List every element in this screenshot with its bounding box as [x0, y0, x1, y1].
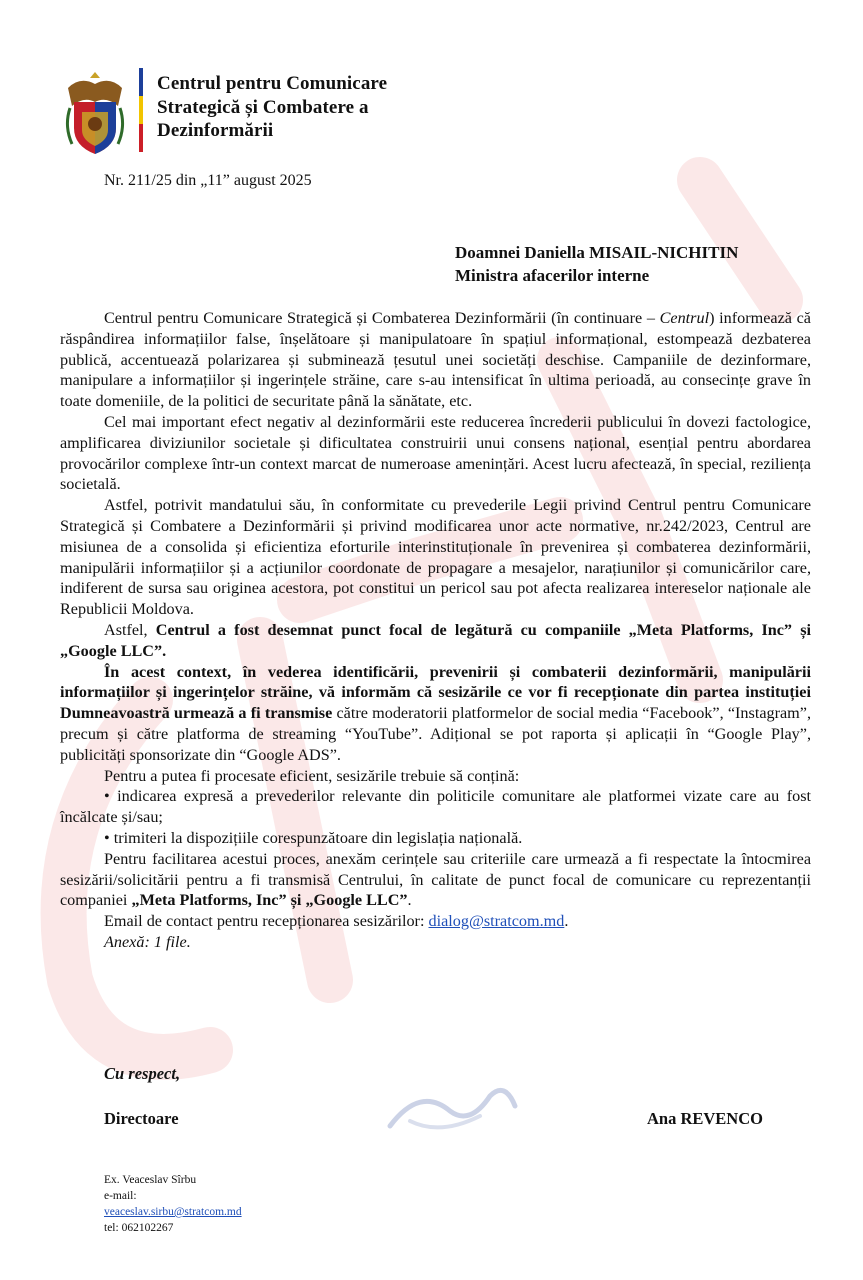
letter-body — [60, 308, 811, 953]
footer-email-link[interactable]: veaceslav.sirbu@stratcom.md — [104, 1206, 242, 1218]
addressee-name: Doamnei Daniella MISAIL-NICHITIN — [455, 243, 739, 262]
p4-bold: Centrul a fost desemnat punct focal de legătură cu companiile „Meta Platforms, Inc” și „Google LLC”. — [60, 620, 811, 660]
bullet-item-1: • indicarea expresă a prevederilor relevante din politicile comunitare ale platformei vizate care au fost încălcate și/sau; — [60, 787, 811, 827]
paragraph-2: Cel mai important efect negativ al dezinformării este reducerea încrederii publicului în dovezi factologice, amplificarea diviziunilor societale și dificultatea construirii unui consens național, esențial pentru abordarea provocărilor complexe într-un context marcat de numeroase amenințări. Acest lucru afectează, în special, reziliența societală. — [60, 412, 811, 494]
p5-text: către moderatorii platformelor de social media “Facebook”, “Instagram”, precum și către platforma de streaming “YouTube”. Adițional se pot raporta și aplicații în “Google Play”, publicități sponsorizate din “Google ADS”. — [60, 704, 812, 764]
flag-bar — [139, 68, 143, 152]
moldova-coat-of-arms-icon — [60, 66, 130, 158]
org-line-3: Dezinformării — [157, 120, 274, 141]
p5-bold: În acest context, în vederea identificării, prevenirii și combaterii dezinformării, manipulării informațiilor și ingerințelor străine, vă informăm că sesizările ce vor fi recepționate din partea instituției Dumneavoastră urmează a fi transmise — [60, 662, 811, 723]
document-number: Nr. 211/25 din „11” august 2025 — [104, 172, 312, 189]
signatory-name: Ana REVENCO — [647, 1109, 763, 1128]
addressee — [455, 241, 738, 287]
p8-end: . — [564, 912, 569, 931]
p1-italic: Centrul — [659, 309, 710, 327]
footer-email-line — [104, 1188, 242, 1220]
paragraph-1 — [60, 308, 811, 412]
handwritten-signature — [370, 1066, 530, 1146]
p1-text-a: Centrul pentru Comunicare Strategică și Combaterea Dezinformării (în continuare – — [104, 309, 660, 327]
org-line-1: Centrul pentru Comunicare — [157, 73, 388, 94]
paragraph-5 — [60, 662, 811, 766]
contact-email-link[interactable]: dialog@stratcom.md — [428, 912, 565, 931]
p1-text-b: ) informează că răspândirea informațiilor false, înșelătoare și manipulatoare în spațiul informațional, estompează dezbaterea publică, accentuează polarizarea și subminează țesutul unei societăți deschise. Campaniile de dezinformare, manipulare a informațiilor și ingerințele străine, care s-au intensificat în ultima perioadă, au consecințe grave în toate domeniile, de la politici de securitate până la sănătate, etc. — [60, 309, 811, 411]
p7-text-b: . — [407, 891, 412, 910]
signatory-title: Directoare — [104, 1109, 179, 1128]
footer-executor: Ex. Veaceslav Sîrbu — [104, 1174, 197, 1186]
paragraph-4 — [60, 620, 811, 662]
annex-note — [60, 932, 811, 953]
p8-text: Email de contact pentru recepționarea sesizărilor: — [104, 912, 429, 931]
footer-contact — [104, 1172, 242, 1236]
bullet-item-2: • trimiteri la dispozițiile corespunzătoare din legislația națională. — [104, 828, 523, 847]
org-line-2: Strategică și Combatere a — [157, 96, 369, 118]
paragraph-3: Astfel, potrivit mandatului său, în conformitate cu prevederile Legii privind Centrul pentru Comunicare Strategică și Combatere a Dezinformării și privind modificarea unor acte normative, nr.242/2023, Centrul are misiunea de a consolida și eficientiza eforturile interinstituționale în prevenirea și combaterea dezinformării, manipulării informațiilor și a acțiunilor coordonate de propagare a mesajelor, narațiunilor și comunicărilor care, indiferent de sursa sau originea acestora, pot constitui un pericol sau pot afecta realizarea intereselor naționale ale Republicii Moldova. — [60, 496, 811, 619]
addressee-title: Ministra afacerilor interne — [455, 266, 650, 285]
footer-email-label: e-mail: — [104, 1190, 137, 1202]
organization-name — [157, 72, 457, 143]
p4-text: Astfel, — [104, 620, 156, 639]
paragraph-6: Pentru a putea fi procesate eficient, sesizările trebuie să conțină: — [104, 766, 520, 785]
p7-text-a: Pentru facilitarea acestui proces, anexăm cerințele sau criteriile care urmează a fi respectate la întocmirea sesizării/solicitării pentru a fi transmisă Centrului, în calitate de punct focal de comunicare cu reprezentanții companiei — [60, 849, 811, 910]
closing-salutation: Cu respect, — [104, 1064, 181, 1083]
footer-phone: tel: 062102267 — [104, 1222, 174, 1234]
annex-text: Anexă: 1 file. — [104, 932, 191, 951]
paragraph-7 — [60, 849, 811, 911]
p7-bold: „Meta Platforms, Inc” și „Google LLC” — [131, 891, 408, 910]
paragraph-8 — [60, 911, 811, 932]
